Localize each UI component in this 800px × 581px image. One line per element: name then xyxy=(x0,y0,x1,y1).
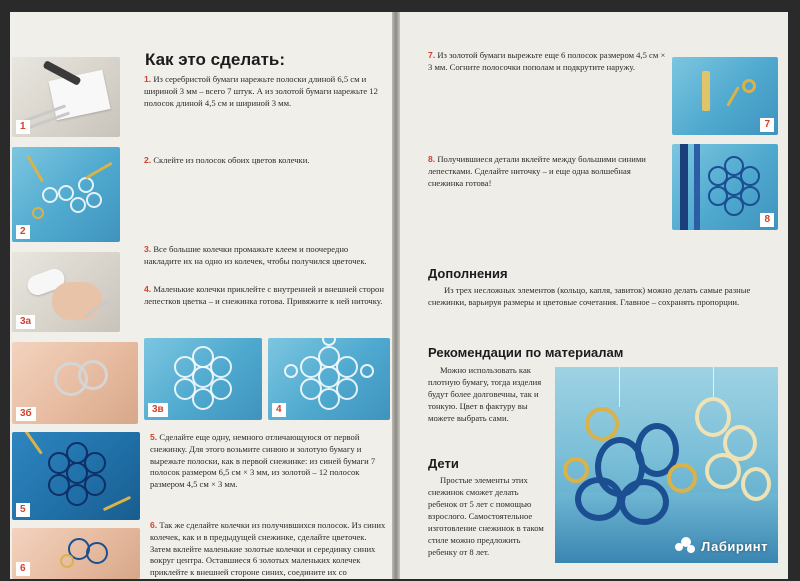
step-text: Из серебристой бумаги нарежьте полоски длиной 6,5 см и шириной 3 мм – всего 7 штук. А из золотой бумаги нарежьте 12 полосок длиной 4,5 см и шириной 3 мм. xyxy=(144,74,378,108)
step-text: Маленькие колечки приклейте с внутренней и внешней сторон лепестков цветка – и снежинка готова. Привяжите к ней ниточку. xyxy=(144,284,384,306)
step-text: Склейте из полосок обоих цветов колечки. xyxy=(153,155,310,165)
step-text: Сделайте еще одну, немного отличающуюся от первой снежинку. Для этого возьмите синюю и золотую бумагу и вырежьте полоски, как в первой снежинке: из синей бумаги 7 полосок размером 6,5 см × 3 мм, из золотой – 12 полосок размером 4,5 см × 3 мм. xyxy=(150,432,376,490)
step-photo-8 xyxy=(672,144,778,230)
step-number: 4. xyxy=(144,284,152,294)
photo-label: 1 xyxy=(16,120,30,134)
photo-label: 2 xyxy=(16,225,30,239)
step-photo-1 xyxy=(12,57,120,137)
photo-label: 5 xyxy=(16,503,30,517)
labirint-watermark xyxy=(675,537,768,555)
photo-label: 3а xyxy=(16,315,35,329)
right-page xyxy=(400,12,788,579)
photo-label: 4 xyxy=(272,403,286,417)
section-text-children: Простые элементы этих снежинок сможет делать ребенок от 5 лет с помощью взрослого. Самостоятельное изготовление снежинок в таком стиле можно предложить ребенку от 8 лет. xyxy=(428,475,544,557)
step-number: 6. xyxy=(150,520,158,530)
photo-label: 6 xyxy=(16,562,30,576)
step-1 xyxy=(144,74,384,109)
step-5 xyxy=(150,432,388,491)
step-6 xyxy=(150,520,388,578)
step-photo-7 xyxy=(672,57,778,135)
step-2 xyxy=(144,155,384,167)
watermark-text: Лабиринт xyxy=(701,538,768,554)
step-number: 1. xyxy=(144,74,152,84)
step-text: Получившиеся детали вклейте между большими синими лепестками. Сделайте ниточку – и еще одна волшебная снежинка готова! xyxy=(428,154,646,188)
step-number: 5. xyxy=(150,432,158,442)
step-photo-3b xyxy=(12,342,138,424)
section-heading-additions: Дополнения xyxy=(428,266,508,281)
step-photo-2 xyxy=(12,147,120,242)
photo-label: 8 xyxy=(760,213,774,227)
section-heading-materials: Рекомендации по материалам xyxy=(428,345,624,360)
step-number: 3. xyxy=(144,244,152,254)
page-title: Как это сделать: xyxy=(145,50,286,69)
step-photo-3a xyxy=(12,252,120,332)
section-heading-children: Дети xyxy=(428,456,459,471)
step-7 xyxy=(428,50,668,74)
left-page xyxy=(10,12,392,579)
labirint-logo-icon xyxy=(675,537,697,555)
book-gutter xyxy=(392,12,400,579)
step-photo-3c xyxy=(144,338,262,420)
step-text: Все большие колечки промажьте клеем и поочередно накладите их на одно из колечек, чтобы получился цветочек. xyxy=(144,244,367,266)
photo-label: 3б xyxy=(16,407,36,421)
step-number: 7. xyxy=(428,50,436,60)
section-text-materials: Можно использовать как плотную бумагу, тогда изделия будут более долговечны, так и тонкую. Цвет в фактуру вы можете выбрать сами. xyxy=(428,365,542,423)
photo-label: 7 xyxy=(760,118,774,132)
step-4 xyxy=(144,284,384,308)
photo-label: 3в xyxy=(148,403,168,417)
finished-snowflakes-photo xyxy=(555,367,778,563)
step-text: Из золотой бумаги вырежьте еще 6 полосок размером 4,5 см × 3 мм. Согните полосочки пополам и подкрутите наружу. xyxy=(428,50,666,72)
step-photo-6 xyxy=(12,528,140,579)
section-text-additions: Из трех несложных элементов (кольцо, капля, завиток) можно делать самые разные снежинки, варьируя размеры и цветовые сочетания. Главное – сохранять пропорции. xyxy=(428,285,751,307)
step-8 xyxy=(428,154,668,189)
step-text: Так же сделайте колечки из получившихся полосок. Из синих колечек, как и в предыдущей снежинке, сделайте цветочек. Затем вклейте маленькие золотые колечки и серединку синих вокруг центра. Оставшиеся 6 золотых маленьких колечек приклейте к внешней стороне синих, соедините их со xyxy=(150,520,386,578)
step-photo-5 xyxy=(12,432,140,520)
step-photo-4 xyxy=(268,338,390,420)
step-number: 2. xyxy=(144,155,152,165)
step-number: 8. xyxy=(428,154,436,164)
step-3 xyxy=(144,244,384,268)
